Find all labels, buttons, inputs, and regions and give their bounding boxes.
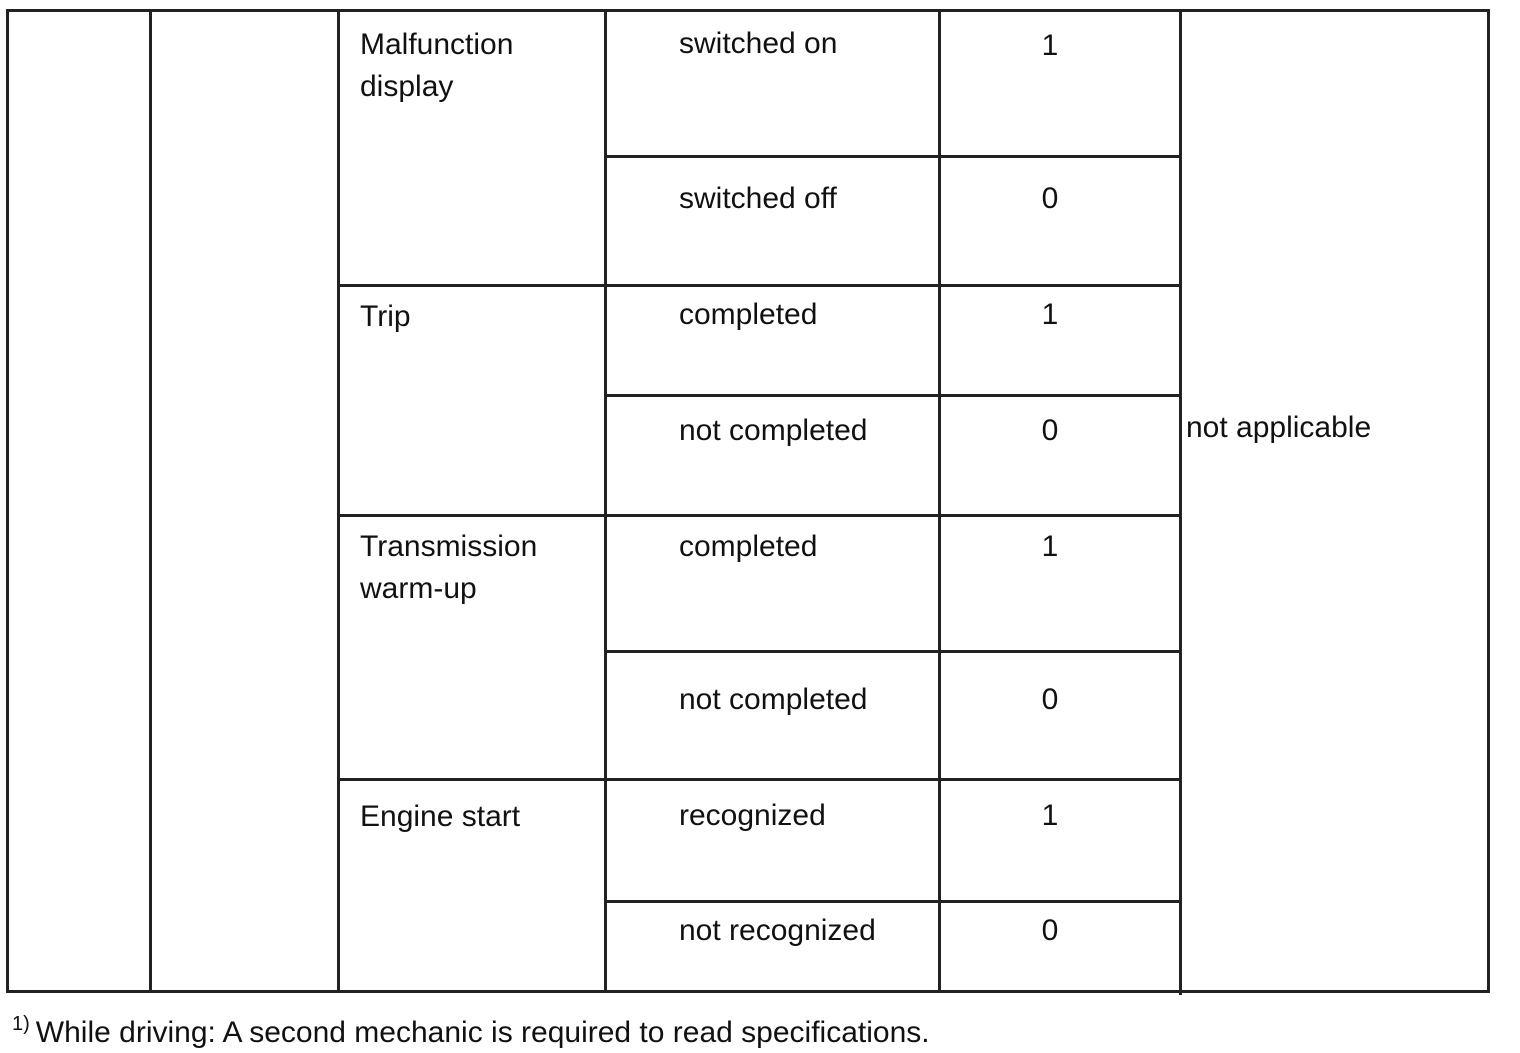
row-divider xyxy=(337,514,1182,517)
parameter-cell: Transmission warm-up xyxy=(360,530,538,605)
row-divider xyxy=(337,284,1182,287)
state-cell: completed xyxy=(679,298,818,331)
state-cell: completed xyxy=(679,530,818,563)
column-divider xyxy=(337,9,340,993)
footnote-text: While driving: A second mechanic is required to read specifications. xyxy=(35,1016,930,1049)
column-divider xyxy=(149,9,152,993)
state-cell: not completed xyxy=(679,683,868,716)
parameter-cell: Trip xyxy=(360,300,411,333)
state-cell: not completed xyxy=(679,414,868,447)
merged-note-cell: not applicable xyxy=(1186,411,1372,444)
row-divider xyxy=(337,778,1182,781)
value-cell: 1 xyxy=(1041,530,1059,563)
value-cell: 0 xyxy=(1041,182,1059,215)
row-divider xyxy=(604,155,1182,158)
value-cell: 1 xyxy=(1041,298,1059,331)
footnote xyxy=(12,1004,930,1053)
row-divider xyxy=(604,900,1182,903)
parameter-cell: Engine start xyxy=(360,800,521,833)
value-cell: 1 xyxy=(1041,799,1059,832)
value-cell: 0 xyxy=(1041,683,1059,716)
value-cell: 0 xyxy=(1041,414,1059,447)
state-cell: recognized xyxy=(679,799,826,832)
row-divider xyxy=(604,394,1182,397)
state-cell: switched on xyxy=(679,27,838,60)
state-cell: not recognized xyxy=(679,914,876,947)
value-cell: 1 xyxy=(1041,29,1059,62)
row-divider xyxy=(604,650,1182,653)
state-cell: switched off xyxy=(679,182,837,215)
parameter-cell: Malfunction display xyxy=(360,28,514,103)
footnote-marker: 1) xyxy=(12,1013,30,1035)
value-cell: 0 xyxy=(1041,914,1059,947)
